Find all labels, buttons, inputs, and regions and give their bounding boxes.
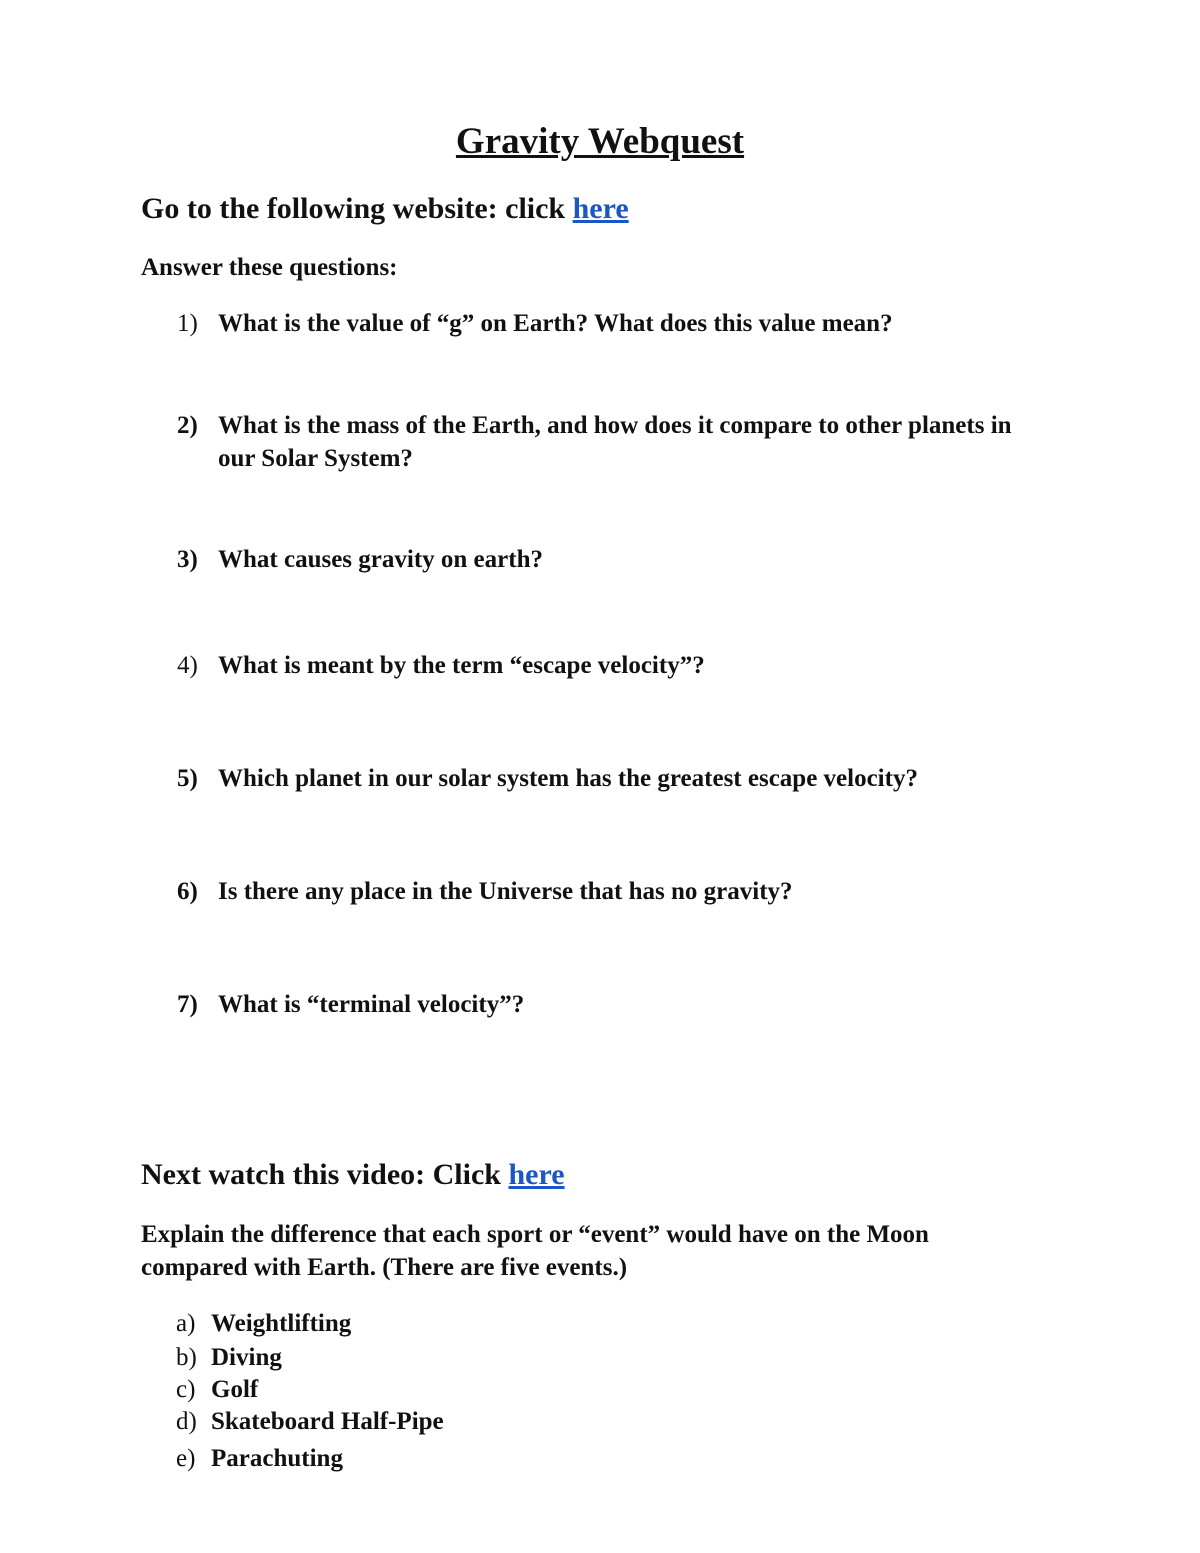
- event-text: Weightlifting: [211, 1310, 352, 1337]
- question-number: 7): [177, 991, 198, 1018]
- website-instruction: [141, 189, 629, 229]
- event-letter: b): [176, 1344, 197, 1371]
- question-text: What is “terminal velocity”?: [218, 991, 525, 1018]
- event-text: Skateboard Half-Pipe: [211, 1408, 444, 1435]
- event-letter: a): [176, 1310, 196, 1337]
- video-instruction: [141, 1155, 565, 1195]
- question-text: What is the mass of the Earth, and how does it compare to other planets in our Solar System?: [218, 412, 1012, 472]
- question-number: 6): [177, 878, 198, 905]
- event-letter: d): [176, 1408, 197, 1435]
- event-text: Golf: [211, 1376, 259, 1403]
- question-text: Is there any place in the Universe that has no gravity?: [218, 878, 793, 905]
- question-number: 2): [177, 412, 198, 439]
- question-text: What causes gravity on earth?: [218, 546, 543, 573]
- video-link[interactable]: here: [508, 1158, 565, 1191]
- website-link[interactable]: here: [572, 192, 629, 225]
- explain-line-2: compared with Earth. (There are five events.): [141, 1254, 628, 1281]
- question-text: What is the value of “g” on Earth? What does this value mean?: [218, 310, 893, 337]
- question-number: 4): [177, 652, 198, 679]
- event-letter: c): [176, 1376, 196, 1403]
- website-instruction-text: Go to the following website: click: [141, 192, 573, 225]
- question-number: 5): [177, 765, 198, 792]
- page-title: Gravity Webquest: [455, 121, 745, 162]
- question-number: 1): [177, 310, 198, 337]
- explain-line-1: Explain the difference that each sport or “event” would have on the Moon: [141, 1221, 929, 1248]
- question-text: What is meant by the term “escape velocity”?: [218, 652, 705, 679]
- video-instruction-text: Next watch this video: Click: [141, 1158, 509, 1191]
- question-number: 3): [177, 546, 198, 573]
- answer-prompt: Answer these questions:: [141, 254, 398, 281]
- event-text: Parachuting: [211, 1445, 343, 1472]
- event-text: Diving: [211, 1344, 282, 1371]
- question-text: Which planet in our solar system has the greatest escape velocity?: [218, 765, 918, 792]
- event-letter: e): [176, 1445, 196, 1472]
